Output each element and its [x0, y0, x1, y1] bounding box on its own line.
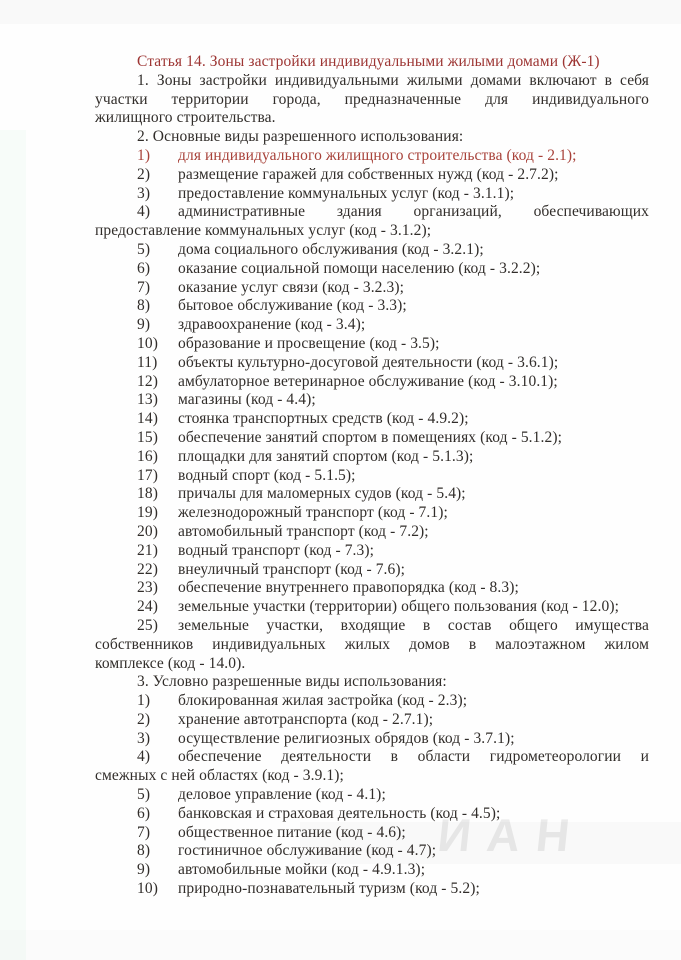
text-line: 1. Зоны застройки индивидуальными жилыми домами включают в себя: [137, 71, 649, 89]
list-item: [95, 185, 649, 204]
item-text: оказание социальной помощи населению (код - 3.2.2);: [178, 259, 541, 277]
list-item: [95, 861, 649, 880]
list-item: [95, 429, 649, 448]
text-line: [95, 880, 649, 899]
item-number: 9): [137, 316, 151, 334]
list-item: [95, 617, 649, 673]
item-text: стоянка транспортных средств (код - 4.9.2);: [178, 410, 469, 428]
item-text: осуществление религиозных обрядов (код - 3.7.1);: [178, 729, 515, 747]
list-item: [95, 730, 649, 749]
item-number: 6): [137, 804, 151, 822]
item-text: объекты культурно-досуговой деятельности (код - 3.6.1);: [178, 353, 559, 371]
list-item: [95, 354, 649, 373]
list-item: [95, 485, 649, 504]
list-item: [95, 467, 649, 486]
item-number: 24): [137, 598, 158, 616]
item-number: 20): [137, 522, 158, 540]
text-line: [95, 260, 649, 279]
item-number: 2): [137, 165, 151, 183]
item-text: внеуличный транспорт (код - 7.6);: [178, 560, 406, 578]
item-text: размещение гаражей для собственных нужд (код - 2.7.2);: [178, 165, 559, 183]
item-number: 16): [137, 447, 158, 465]
item-text: земельные участки (территории) общего пользования (код - 12.0);: [178, 598, 620, 616]
list-item: [95, 542, 649, 561]
text-line: [95, 730, 649, 749]
text-line: [95, 523, 649, 542]
text-line: [95, 241, 649, 260]
list-item: [95, 297, 649, 316]
item-number: 1): [137, 692, 151, 710]
text-line: [95, 429, 649, 448]
text-line: участки территории города, предназначенные для индивидуального: [95, 90, 649, 108]
list-item: [95, 598, 649, 617]
text-line: [95, 842, 649, 861]
text-line: Статья 14. Зоны застройки индивидуальными жилыми домами (Ж-1): [137, 53, 600, 70]
list-item: [95, 241, 649, 260]
list-item: [95, 561, 649, 580]
item-number: 17): [137, 466, 158, 484]
item-text: причалы для маломерных судов (код - 5.4);: [178, 485, 466, 503]
item-text: общественное питание (код - 4.6);: [178, 823, 406, 841]
item-number: 21): [137, 541, 158, 559]
text-line: [95, 467, 649, 486]
item-number: 7): [137, 278, 151, 296]
item-text: амбулаторное ветеринарное обслуживание (код - 3.10.1);: [178, 372, 558, 390]
item-text: железнодорожный транспорт (код - 7.1);: [178, 504, 448, 522]
text-line: [95, 166, 649, 185]
item-number: 13): [137, 391, 158, 409]
item-text: здравоохранение (код - 3.4);: [178, 316, 366, 334]
item-number: 25): [137, 616, 158, 634]
text-line: [95, 391, 649, 410]
item-number: 4): [137, 203, 151, 221]
item-text: деловое управление (код - 4.1);: [178, 786, 386, 804]
item-number: 10): [137, 880, 158, 898]
item-number: 14): [137, 410, 158, 428]
text-line: [95, 448, 649, 467]
text-line: [95, 617, 649, 636]
list-item: [95, 824, 649, 843]
list-item: [95, 335, 649, 354]
section-heading: [95, 673, 649, 692]
list-item: [95, 279, 649, 298]
list-item: [95, 748, 649, 786]
item-text: бытовое обслуживание (код - 3.3);: [178, 297, 407, 315]
list-item: [95, 203, 649, 241]
item-number: 7): [137, 823, 151, 841]
text-line: [95, 410, 649, 429]
list-item: [95, 504, 649, 523]
item-text: водный транспорт (код - 7.3);: [178, 541, 375, 559]
text-line: [95, 711, 649, 730]
text-line: 3. Условно разрешенные виды использования:: [137, 673, 447, 691]
text-line: [95, 824, 649, 843]
text-line: [95, 203, 649, 222]
item-number: 1): [137, 146, 151, 164]
watermark: ИАН: [435, 809, 589, 861]
list-item: [95, 373, 649, 392]
article-title: [95, 53, 649, 72]
text-line: 2. Основные виды разрешенного использования:: [137, 128, 464, 146]
list-item: [95, 805, 649, 824]
text-line: [95, 147, 649, 166]
list-item: [95, 147, 649, 166]
text-line: [95, 805, 649, 824]
section-heading: [95, 128, 649, 147]
text-line: комплексе (код - 14.0).: [95, 654, 246, 672]
item-number: 4): [137, 748, 151, 766]
text-line: [95, 335, 649, 354]
item-number: 5): [137, 786, 151, 804]
text-line: [95, 316, 649, 335]
list-item: [95, 391, 649, 410]
text-line: [95, 748, 649, 767]
list-item: [95, 316, 649, 335]
item-number: 5): [137, 240, 151, 258]
item-text: образование и просвещение (код - 3.5);: [178, 334, 440, 352]
text-line: [95, 185, 649, 204]
item-text: для индивидуального жилищного строительства (код - 2.1);: [178, 146, 577, 164]
item-number: 3): [137, 729, 151, 747]
article-body: [95, 72, 649, 899]
item-number: 9): [137, 861, 151, 879]
item-text: дома социального обслуживания (код - 3.2.1);: [178, 240, 484, 258]
text-line: [95, 692, 649, 711]
text-line: собственников индивидуальных жилых домов в малоэтажном жилом: [95, 635, 649, 653]
text-line: [95, 542, 649, 561]
text-line: [95, 598, 649, 617]
item-text: водный спорт (код - 5.1.5);: [178, 466, 356, 484]
scan-artifact-band: [0, 930, 681, 960]
item-text: гостиничное обслуживание (код - 4.7);: [178, 842, 437, 860]
scan-artifact-band: [0, 130, 26, 960]
item-number: 12): [137, 372, 158, 390]
paragraph: [95, 72, 649, 128]
text-line: [95, 354, 649, 373]
item-number: 8): [137, 297, 151, 315]
list-item: [95, 711, 649, 730]
list-item: [95, 448, 649, 467]
text-line: [95, 861, 649, 880]
item-text: обеспечение занятий спортом в помещениях (код - 5.1.2);: [178, 428, 562, 446]
item-text: оказание услуг связи (код - 3.2.3);: [178, 278, 405, 296]
list-item: [95, 260, 649, 279]
text-line: [95, 561, 649, 580]
text-line: [95, 485, 649, 504]
item-text: природно-познавательный туризм (код - 5.2);: [178, 880, 480, 898]
item-number: 22): [137, 560, 158, 578]
list-item: [95, 579, 649, 598]
list-item: [95, 880, 649, 899]
text-line: смежных с ней областях (код - 3.9.1);: [95, 767, 344, 785]
item-number: 2): [137, 710, 151, 728]
text-line: [95, 579, 649, 598]
item-text: автомобильные мойки (код - 4.9.1.3);: [178, 861, 426, 879]
item-text: блокированная жилая застройка (код - 2.3);: [178, 692, 468, 710]
text-line: жилищного строительства.: [95, 109, 276, 127]
text-line: [95, 786, 649, 805]
text-line: предоставление коммунальных услуг (код - 3.1.2);: [95, 222, 432, 240]
item-number: 11): [137, 353, 158, 371]
item-text: магазины (код - 4.4);: [178, 391, 316, 409]
text-line: [95, 504, 649, 523]
list-item: [95, 166, 649, 185]
item-text: банковская и страховая деятельность (код - 4.5);: [178, 804, 501, 822]
item-text: предоставление коммунальных услуг (код - 3.1.1);: [178, 184, 515, 202]
item-text: хранение автотранспорта (код - 2.7.1);: [178, 710, 434, 728]
text-line: [95, 279, 649, 298]
list-item: [95, 523, 649, 542]
item-number: 23): [137, 579, 158, 597]
item-number: 6): [137, 259, 151, 277]
item-number: 8): [137, 842, 151, 860]
item-number: 15): [137, 428, 158, 446]
text-line: [95, 373, 649, 392]
list-item: [95, 786, 649, 805]
item-text: земельные участки, входящие в состав общего имущества: [178, 616, 649, 634]
item-text: обеспечение деятельности в области гидрометеорологии и: [178, 748, 649, 766]
item-text: автомобильный транспорт (код - 7.2);: [178, 522, 429, 540]
list-item: [95, 410, 649, 429]
item-number: 10): [137, 334, 158, 352]
list-item: [95, 842, 649, 861]
scan-artifact-band: [0, 0, 681, 24]
item-text: площадки для занятий спортом (код - 5.1.3);: [178, 447, 474, 465]
text-line: [95, 297, 649, 316]
item-number: 3): [137, 184, 151, 202]
item-text: административные здания организаций, обеспечивающих: [178, 203, 649, 221]
item-text: обеспечение внутреннего правопорядка (код - 8.3);: [178, 579, 519, 597]
item-number: 18): [137, 485, 158, 503]
item-number: 19): [137, 504, 158, 522]
text-block: [95, 53, 649, 899]
list-item: [95, 692, 649, 711]
